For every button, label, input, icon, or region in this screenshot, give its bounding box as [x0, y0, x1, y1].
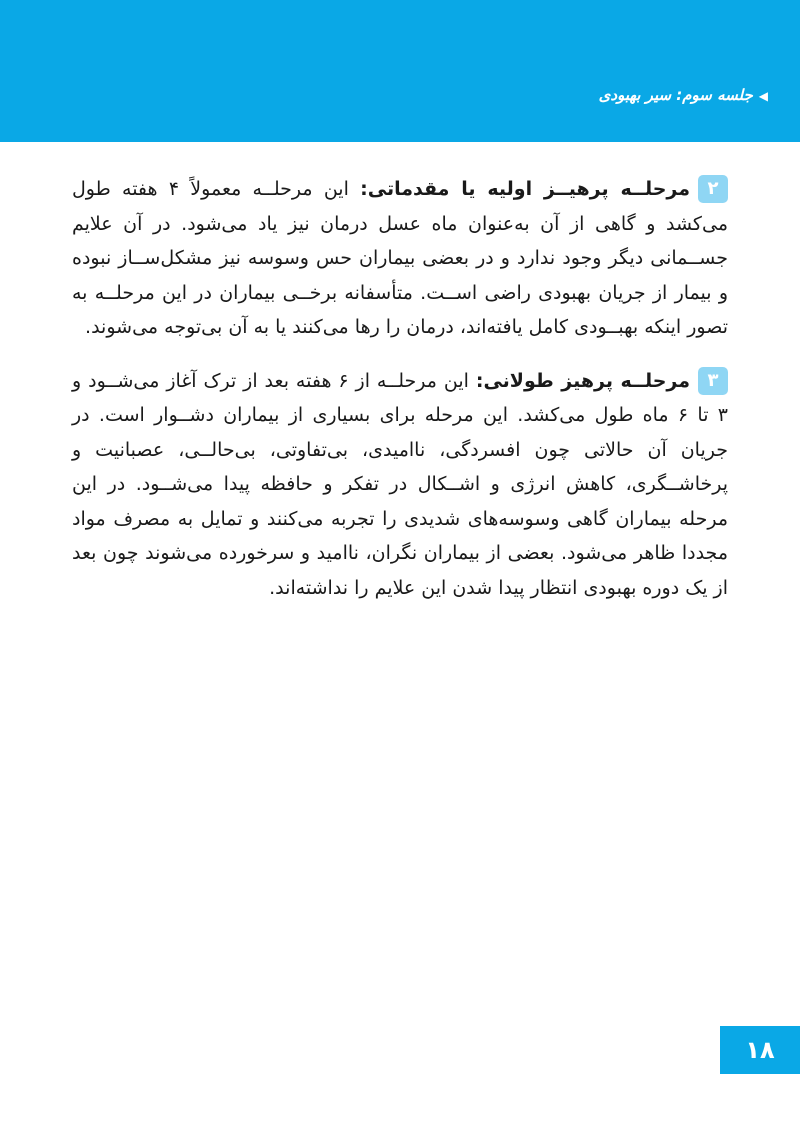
- section-number-badge: ۲: [698, 175, 728, 203]
- arrow-left-icon: ◀: [758, 89, 768, 103]
- section-title: مرحلــه پرهیــز اولیه یا مقدماتی:: [360, 178, 690, 200]
- page-number: ۱۸: [720, 1026, 800, 1074]
- section-number-badge: ۳: [698, 367, 728, 395]
- chapter-title: [599, 86, 768, 104]
- main-content: [72, 172, 728, 624]
- section-body: این مرحلــه از ۶ هفته بعد از ترک آغاز می‌شــود و ۳ تا ۶ ماه طول می‌کشد. این مرحله برای بسیاری از بیماران دشــوار است. در جریان آن حالاتی چون افسردگی، ناامیدی، بی‌تفاوتی، بی‌حالــی، عصبانیت و پرخاشــگری، کاهش انرژی و اشــکال در تفکر و حافظه پیدا می‌شــود. در این مرحله بیماران گاهی وسوسه‌های شدیدی را تجربه می‌کنند و تمایل به مصرف مواد مجددا ظاهر می‌شود. بعضی از بیماران نگران، ناامید و سرخورده می‌شوند چون بعد از یک دوره بهبودی انتظار پیدا شدن این علایم را نداشته‌اند.: [72, 369, 729, 599]
- section-body: این مرحلــه معمولاً ۴ هفته طول می‌کشد و گاهی از آن به‌عنوان ماه عسل درمان نیز یاد می‌شود. در آن علایم جســمانی دیگر وجود ندارد و در بعضی بیماران حس وسوسه نیز مشکل‌ســاز نبوده و بیمار از جریان بهبودی راضی اســت. متأسفانه برخــی بیماران در این مرحلــه به تصور اینکه بهبــودی کامل یافته‌اند، درمان را رها می‌کنند یا به آن بی‌توجه می‌شوند.: [72, 178, 728, 338]
- section-paragraph-2: [72, 172, 728, 345]
- section-paragraph-3: [72, 364, 728, 606]
- section-title: مرحلــه پرهیز طولانی:: [475, 369, 691, 392]
- chapter-title-text: جلسه سوم: سیر بهبودی: [598, 86, 753, 104]
- header-banner: [0, 0, 800, 142]
